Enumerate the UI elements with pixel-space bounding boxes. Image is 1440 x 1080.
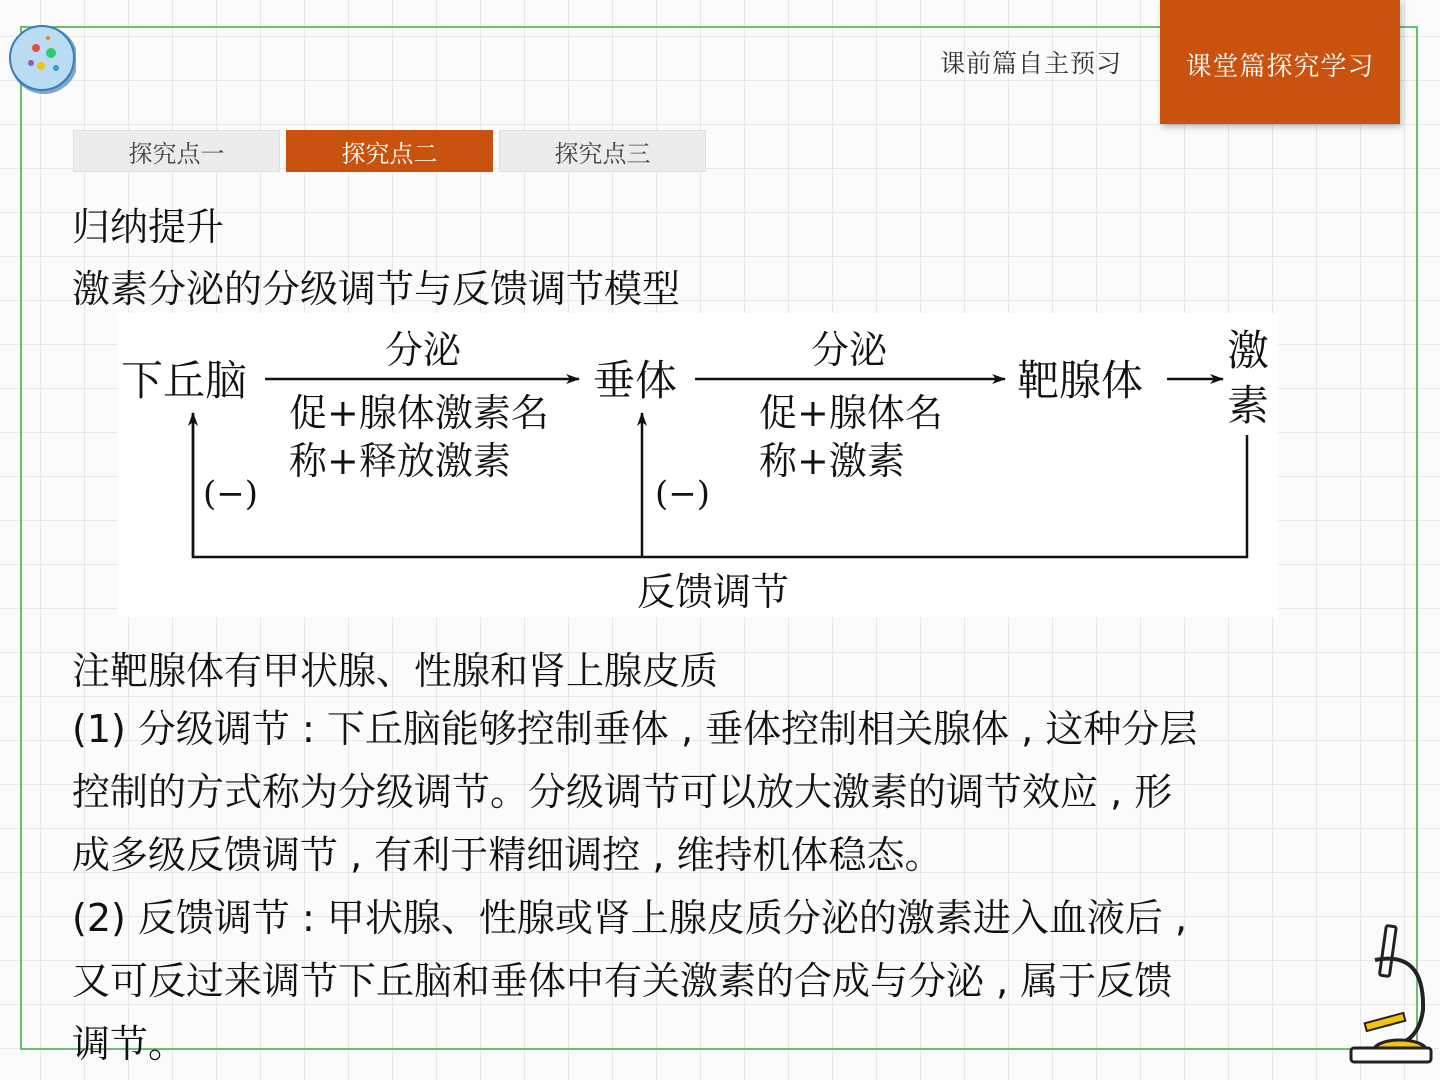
- node-hypothalamus: 下丘脑: [121, 356, 248, 405]
- paragraph-line: 控制的方式称为分级调节。分级调节可以放大激素的调节效应 , 形: [72, 770, 1173, 814]
- node-target-gland: 靶腺体: [1017, 356, 1144, 405]
- nav-active-tab[interactable]: 课堂篇探究学习: [1160, 0, 1400, 124]
- tab-point-1[interactable]: 探究点一: [73, 130, 280, 172]
- paragraph-line: 又可反过来调节下丘脑和垂体中有关激素的合成与分泌 , 属于反馈: [72, 959, 1173, 1003]
- nav-preview-link[interactable]: 课前篇自主预习: [940, 49, 1123, 78]
- section-title: 归纳提升: [72, 205, 225, 249]
- paragraph-line: 调节。: [72, 1022, 187, 1066]
- node-hormone-line2: 素: [1227, 381, 1270, 430]
- paragraph-graded-regulation: [72, 698, 1352, 887]
- label-negative-1: (−): [203, 474, 259, 514]
- node-pituitary: 垂体: [593, 356, 678, 405]
- label-releasing-hormone-line2: 称+释放激素: [289, 439, 511, 483]
- note-text: 注靶腺体有甲状腺、性腺和肾上腺皮质: [72, 649, 719, 693]
- label-negative-2: (−): [655, 474, 711, 514]
- tab-point-3[interactable]: 探究点三: [499, 130, 706, 172]
- label-tropic-hormone-line2: 称+激素: [759, 439, 905, 483]
- paragraph-line: (1) 分级调节 : 下丘脑能够控制垂体 , 垂体控制相关腺体 , 这种分层: [72, 707, 1198, 751]
- node-hormone-line1: 激: [1227, 326, 1270, 375]
- paragraph-feedback-regulation: [72, 887, 1352, 1076]
- label-secrete-2: 分泌: [811, 328, 888, 372]
- microscope-icon: [1345, 920, 1435, 1070]
- label-tropic-hormone-line1: 促+腺体名: [759, 391, 943, 435]
- paragraph-line: (2) 反馈调节 : 甲状腺、性腺或肾上腺皮质分泌的激素进入血液后 ,: [72, 896, 1188, 940]
- paragraph-line: 成多级反馈调节 , 有利于精细调控 , 维持机体稳态。: [72, 833, 943, 877]
- hormone-regulation-diagram: [117, 313, 1278, 617]
- label-secrete-1: 分泌: [385, 328, 462, 372]
- label-releasing-hormone-line1: 促+腺体激素名: [289, 391, 549, 435]
- tab-point-2[interactable]: 探究点二: [286, 130, 493, 172]
- logo-badge-icon: [6, 8, 76, 108]
- label-feedback: 反馈调节: [637, 570, 790, 614]
- model-title: 激素分泌的分级调节与反馈调节模型: [72, 267, 681, 311]
